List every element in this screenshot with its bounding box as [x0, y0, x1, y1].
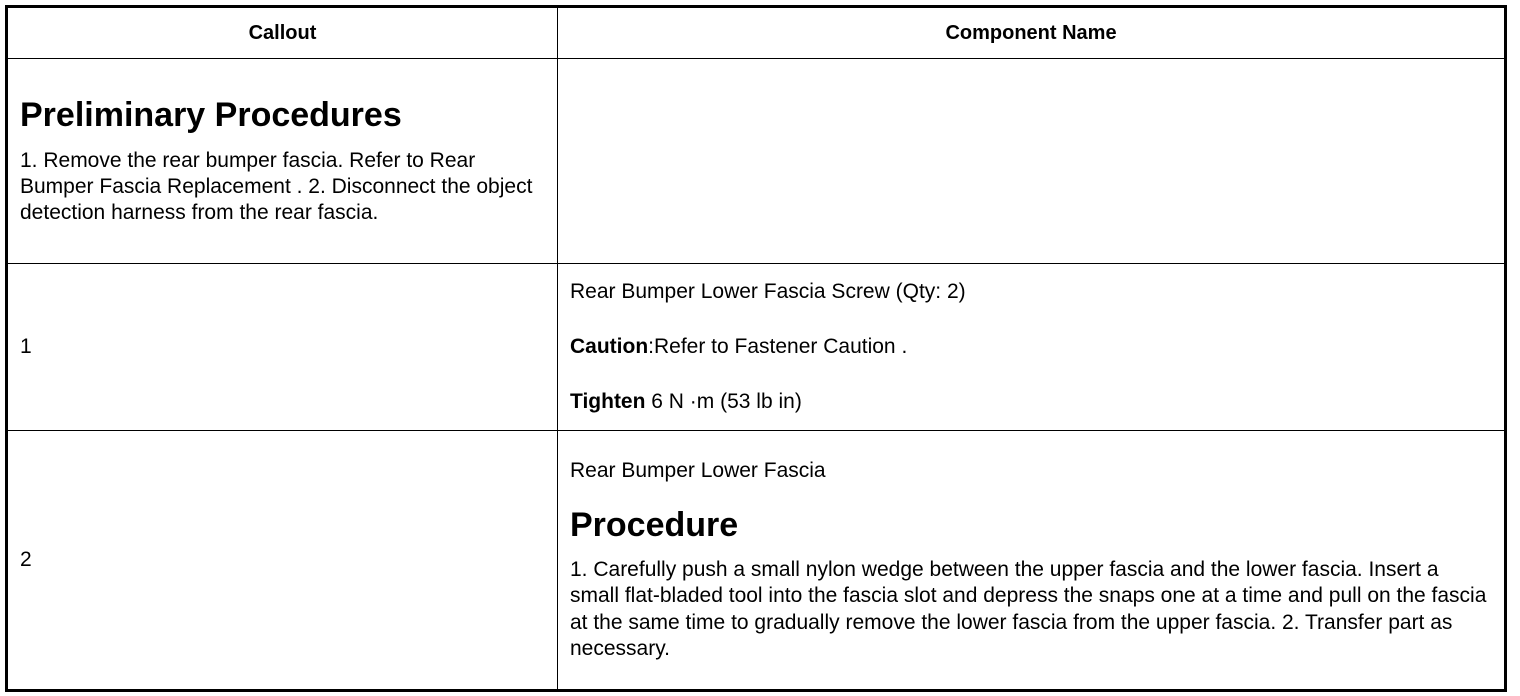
table-row-preliminary — [7, 59, 1506, 264]
component-name: Rear Bumper Lower Fascia Screw (Qty: 2) — [570, 279, 966, 303]
component-block — [570, 458, 1492, 662]
preliminary-heading: Preliminary Procedures — [20, 96, 402, 135]
header-callout: Callout — [7, 7, 558, 59]
procedure-heading: Procedure — [570, 506, 739, 545]
procedure-table — [5, 5, 1507, 692]
table-row — [7, 264, 1506, 431]
table-header-row — [7, 7, 1506, 59]
component-cell — [558, 264, 1506, 431]
preliminary-empty-cell — [558, 59, 1506, 264]
tighten-label: Tighten — [570, 390, 646, 414]
procedure-text: 1. Carefully push a small nylon wedge between the upper fascia and the lower fascia. Insert a small flat-bladed tool into the fascia slot and depress the snaps one at a time and pull on the fascia at the same time to gradually remove the lower fascia from the upper fascia. 2. Transfer part as necessary. — [570, 558, 1487, 660]
component-block — [570, 279, 1492, 416]
component-cell — [558, 431, 1506, 691]
callout-cell — [7, 264, 558, 431]
preliminary-text: 1. Remove the rear bumper fascia. Refer to Rear Bumper Fascia Replacement . 2. Disconnect the object detection harness from the rear fascia. — [20, 148, 533, 224]
caution-line — [570, 334, 1492, 360]
callout-number: 2 — [20, 548, 32, 571]
component-name: Rear Bumper Lower Fascia — [570, 458, 826, 482]
callout-number: 1 — [20, 335, 32, 358]
callout-cell — [7, 431, 558, 691]
tighten-line — [570, 389, 1492, 415]
caution-text: :Refer to Fastener Caution . — [648, 334, 908, 358]
table-row — [7, 431, 1506, 691]
tighten-text: 6 N ·m (53 lb in) — [645, 390, 802, 414]
header-component-name: Component Name — [558, 7, 1506, 59]
caution-label: Caution — [570, 334, 649, 358]
preliminary-cell — [7, 59, 558, 264]
